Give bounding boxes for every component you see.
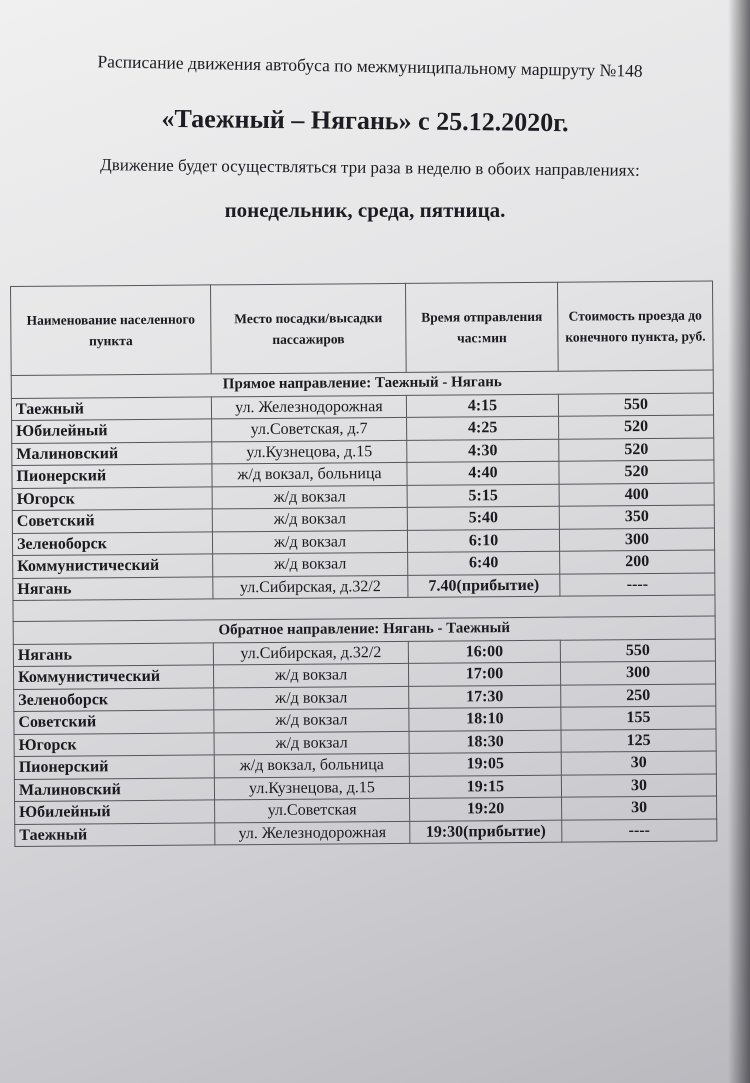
route-title: «Таежный – Нягань» с 25.12.2020г. [161, 103, 569, 138]
cell-price: 30 [561, 773, 716, 797]
cell-locality: Зеленоборск [14, 687, 214, 711]
cell-time: 7.40(прибытие) [408, 574, 560, 598]
cell-price: 300 [559, 527, 714, 551]
cell-time: 16:00 [408, 640, 560, 664]
cell-price: 550 [558, 392, 713, 416]
table-row [15, 818, 717, 846]
cell-stop: ж/д вокзал [212, 507, 407, 531]
cell-locality: Пионерский [14, 755, 214, 779]
frequency-note: Движение будет осуществляться три раза в неделю в обоих направлениях: [100, 155, 640, 180]
cell-price: 30 [562, 796, 717, 820]
cell-price: ---- [562, 818, 717, 842]
cell-stop: ул.Сибирская, д.32/2 [213, 641, 408, 665]
cell-locality: Юбилейный [15, 800, 215, 824]
cell-locality: Пионерский [12, 464, 212, 488]
cell-stop: ул.Кузнецова, д.15 [214, 776, 409, 800]
cell-stop: ж/д вокзал [212, 485, 407, 509]
cell-locality: Зеленоборск [12, 531, 212, 555]
cell-locality: Таежный [11, 396, 211, 420]
column-header-stop: Место посадки/высадки пассажиров [210, 283, 406, 374]
cell-time: 19:20 [410, 797, 562, 821]
cell-locality: Таежный [15, 822, 215, 846]
cell-stop: ж/д вокзал [214, 686, 409, 710]
cell-price: 200 [560, 550, 715, 574]
cell-time: 19:30(прибытие) [410, 820, 562, 844]
cell-locality: Советский [14, 710, 214, 734]
return-direction-title: Обратное направление: Нягань - Таежный [13, 616, 715, 644]
cell-locality: Коммунистический [13, 665, 213, 689]
route-description: Расписание движения автобуса по межмуниципальному маршруту №148 [97, 51, 643, 81]
background-edge [728, 0, 750, 1083]
cell-time: 5:40 [407, 506, 559, 530]
cell-locality: Малиновский [12, 441, 212, 465]
table-header-row [11, 281, 714, 376]
cell-locality: Коммунистический [13, 554, 213, 578]
weekdays: понедельник, среда, пятница. [224, 198, 506, 222]
cell-locality: Нягань [13, 576, 213, 600]
cell-stop: ул.Сибирская, д.32/2 [213, 575, 408, 599]
cell-stop: ж/д вокзал [213, 663, 408, 687]
cell-stop: ул.Советская, д.7 [212, 417, 407, 441]
cell-stop: ул. Железнодорожная [215, 821, 410, 845]
cell-time: 4:25 [407, 416, 559, 440]
cell-stop: ул.Кузнецова, д.15 [212, 440, 407, 464]
cell-stop: ж/д вокзал, больница [214, 753, 409, 777]
cell-time: 4:15 [406, 394, 558, 418]
cell-stop: ж/д вокзал [212, 530, 407, 554]
cell-stop: ул.Советская [215, 798, 410, 822]
cell-time: 6:10 [407, 529, 559, 553]
cell-price: 550 [560, 638, 715, 662]
cell-stop: ул. Железнодорожная [211, 395, 406, 419]
cell-stop: ж/д вокзал, больница [212, 462, 407, 486]
cell-stop: ж/д вокзал [214, 731, 409, 755]
cell-locality: Югорск [14, 732, 214, 756]
cell-stop: ж/д вокзал [213, 552, 408, 576]
cell-price: 520 [559, 415, 714, 439]
cell-locality: Советский [12, 509, 212, 533]
cell-price: 520 [559, 437, 714, 461]
cell-time: 18:30 [409, 730, 561, 754]
cell-time: 19:05 [409, 752, 561, 776]
cell-locality: Нягань [13, 642, 213, 666]
schedule-table [10, 280, 717, 847]
cell-price: 300 [560, 661, 715, 685]
cell-price: 250 [561, 683, 716, 707]
cell-time: 5:15 [407, 484, 559, 508]
column-header-locality: Наименование населенного пункта [11, 285, 212, 376]
column-header-price: Стоимость проезда до конечного пункта, руб. [557, 281, 713, 371]
cell-locality: Юбилейный [12, 419, 212, 443]
cell-price: 30 [561, 751, 716, 775]
cell-locality: Югорск [12, 486, 212, 510]
cell-price: 350 [559, 505, 714, 529]
cell-time: 17:00 [408, 662, 560, 686]
cell-price: ---- [560, 572, 715, 596]
cell-time: 4:30 [407, 439, 559, 463]
cell-time: 17:30 [409, 685, 561, 709]
cell-price: 125 [561, 728, 716, 752]
table-body [11, 370, 717, 846]
cell-time: 18:10 [409, 707, 561, 731]
column-header-time: Время отправления час:мин [405, 282, 558, 372]
cell-time: 4:40 [407, 461, 559, 485]
cell-locality: Малиновский [14, 777, 214, 801]
cell-time: 19:15 [409, 775, 561, 799]
cell-time: 6:40 [408, 551, 560, 575]
cell-price: 520 [559, 460, 714, 484]
cell-price: 400 [559, 482, 714, 506]
cell-stop: ж/д вокзал [214, 708, 409, 732]
direct-direction-title: Прямое направление: Таежный - Нягань [11, 370, 713, 398]
cell-price: 155 [561, 706, 716, 730]
schedule-table-wrap [10, 280, 716, 846]
